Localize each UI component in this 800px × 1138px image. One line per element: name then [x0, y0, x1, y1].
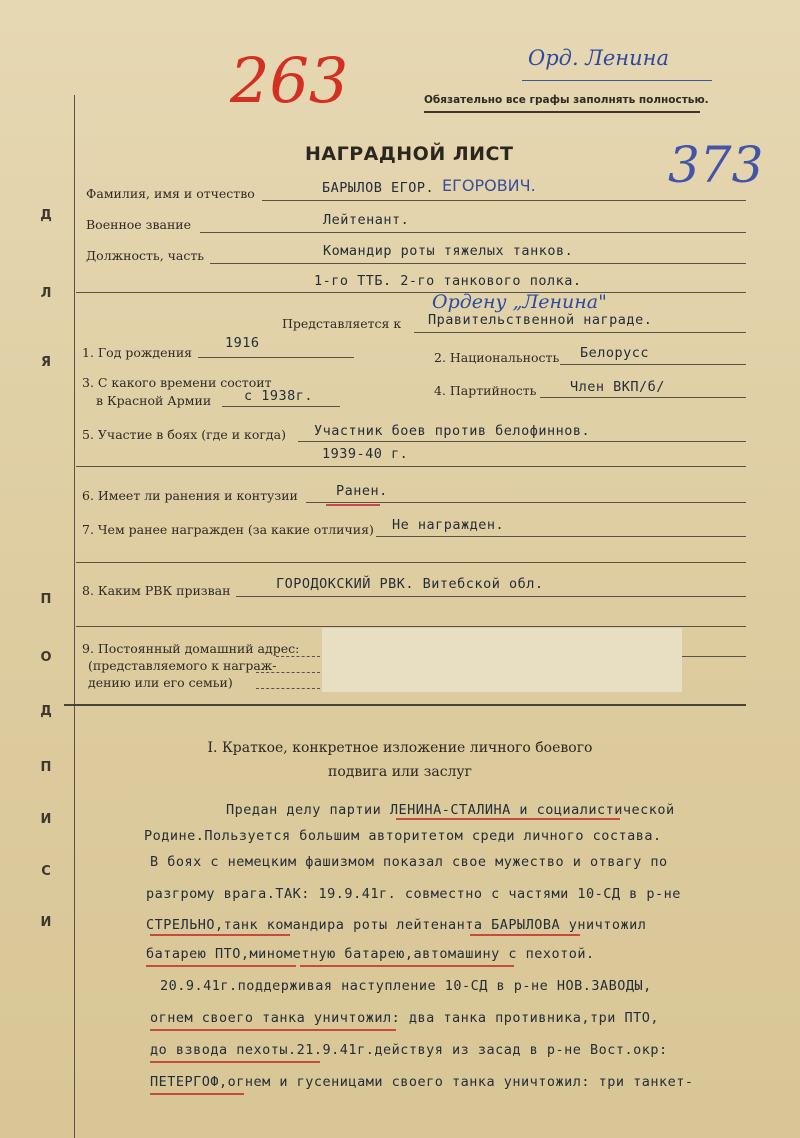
narrative-line: до взвода пехоты.21.9.41г.действуя из засад в р-не Вост.окр: — [150, 1042, 668, 1058]
battles-value-2: 1939-40 г. — [322, 446, 409, 462]
battles-label: 5. Участие в боях (где и когда) — [82, 427, 286, 442]
previous-awards-line — [376, 536, 746, 537]
party-line — [540, 397, 746, 398]
rvk-line-2 — [76, 626, 746, 627]
name-value: БАРЫЛОВ ЕГОР. — [322, 180, 435, 196]
address-line-right — [682, 656, 746, 657]
side-letter: Я — [40, 355, 51, 370]
name-line — [262, 200, 746, 201]
wounds-value: Ранен. — [336, 483, 388, 499]
address-label-3: дению или его семьи) — [88, 675, 233, 690]
narrative-red-underline — [150, 1029, 396, 1031]
narrative-red-underline — [146, 965, 296, 967]
narrative-red-underline — [396, 818, 620, 820]
position-label: Должность, часть — [86, 248, 205, 263]
position-line-2 — [76, 292, 746, 293]
nationality-label: 2. Национальность — [434, 350, 560, 365]
narrative-line: Родине.Пользуется большим авторитетом среди личного состава. — [144, 828, 662, 844]
rank-line — [200, 232, 746, 233]
blue-register-number: 373 — [668, 136, 764, 194]
service-since-label-2: в Красной Армии — [96, 393, 212, 408]
section-separator — [64, 704, 746, 706]
battles-line-2 — [76, 466, 746, 467]
notice-underline — [424, 111, 700, 113]
presented-label: Представляется к — [282, 316, 402, 331]
name-handwritten: ЕГОРОВИЧ. — [442, 176, 536, 195]
margin-line — [74, 95, 75, 1138]
party-value: Член ВКП/б/ — [570, 379, 665, 395]
narrative-line: СТРЕЛЬНО,танк командира роты лейтенанта БАРЫЛОВА уничтожил — [146, 917, 647, 933]
narrative-line: огнем своего танка уничтожил: два танка противника,три ПТО, — [150, 1010, 660, 1026]
service-since-value: с 1938г. — [244, 388, 314, 404]
rank-label: Военное звание — [86, 217, 192, 232]
address-redacted-box — [322, 628, 682, 692]
narrative-line: разгрому врага.ТАК: 19.9.41г. совместно с частями 10-СД в р-не — [146, 886, 681, 902]
rvk-line — [236, 596, 746, 597]
rvk-value: ГОРОДОКСКИЙ РВК. Витебской обл. — [276, 576, 544, 592]
wounds-line — [306, 502, 746, 503]
previous-awards-line-2 — [76, 562, 746, 563]
address-label: 9. Постоянный домашний адрес: — [82, 641, 300, 656]
service-since-label: 3. С какого времени состоит — [82, 375, 272, 390]
service-since-line — [222, 406, 340, 407]
battles-value-1: Участник боев против белофиннов. — [314, 423, 591, 439]
name-label: Фамилия, имя и отчество — [86, 186, 255, 201]
order-note-underline — [522, 80, 712, 81]
birth-year-line — [198, 357, 354, 358]
previous-awards-value: Не награжден. — [392, 517, 505, 533]
address-label-2: (представляемого к награж- — [88, 658, 277, 673]
address-dash-3 — [256, 688, 320, 689]
battles-line-1 — [298, 441, 746, 442]
narrative-red-underline — [150, 1093, 244, 1095]
previous-awards-label: 7. Чем ранее награжден (за какие отличия) — [82, 522, 374, 537]
side-letter: С — [41, 864, 51, 879]
red-register-number: 263 — [230, 44, 349, 117]
position-line-1 — [210, 263, 746, 264]
side-letter: Л — [40, 286, 52, 301]
nationality-value: Белорусс — [580, 345, 650, 361]
wounds-red-underline — [326, 504, 380, 506]
fill-all-notice: Обязательно все графы заполнять полностью. — [424, 94, 709, 106]
address-dash-1 — [276, 656, 320, 657]
narrative-line: В боях с немецким фашизмом показал свое мужество и отвагу по — [150, 854, 668, 870]
presented-value: Правительственной награде. — [428, 312, 653, 328]
narrative-red-underline — [470, 934, 580, 936]
order-note: Орд. Ленина — [528, 46, 669, 70]
wounds-label: 6. Имеет ли ранения и контузии — [82, 488, 298, 503]
rvk-label: 8. Каким РВК призван — [82, 583, 231, 598]
section-heading-2: подвига или заслуг — [327, 764, 473, 780]
side-letter: И — [40, 812, 52, 827]
nationality-line — [560, 364, 746, 365]
narrative-red-underline — [150, 1061, 320, 1063]
side-letter: Д — [40, 704, 52, 719]
presented-line — [414, 332, 746, 333]
birth-year-value: 1916 — [225, 335, 260, 351]
presented-handwritten: Ордену „Ленина" — [432, 291, 607, 313]
narrative-line: ПЕТЕРГОФ,огнем и гусеницами своего танка уничтожил: три танкет- — [150, 1074, 694, 1090]
side-letter: Д — [40, 208, 52, 223]
position-value-2: 1-го ТТБ. 2-го танкового полка. — [314, 273, 582, 289]
position-value-1: Командир роты тяжелых танков. — [323, 243, 574, 259]
rank-value: Лейтенант. — [323, 212, 410, 228]
page-title: НАГРАДНОЙ ЛИСТ — [305, 143, 514, 165]
party-label: 4. Партийность — [434, 383, 537, 398]
side-letter: П — [40, 760, 52, 775]
narrative-line: Предан делу партии ЛЕНИНА-СТАЛИНА и социалистической — [226, 802, 675, 818]
section-heading: I. Краткое, конкретное изложение личного боевого — [207, 740, 593, 756]
birth-year-label: 1. Год рождения — [82, 345, 193, 360]
narrative-line: 20.9.41г.поддерживая наступление 10-СД в р-не НОВ.ЗАВОДЫ, — [160, 978, 652, 994]
side-letter: И — [40, 915, 52, 930]
narrative-red-underline — [150, 934, 290, 936]
narrative-line: батарею ПТО,минометную батарею,автомашину с пехотой. — [146, 946, 595, 962]
address-dash-2 — [256, 672, 320, 673]
side-letter: П — [40, 592, 52, 607]
narrative-red-underline — [300, 965, 514, 967]
side-letter: О — [40, 650, 52, 665]
